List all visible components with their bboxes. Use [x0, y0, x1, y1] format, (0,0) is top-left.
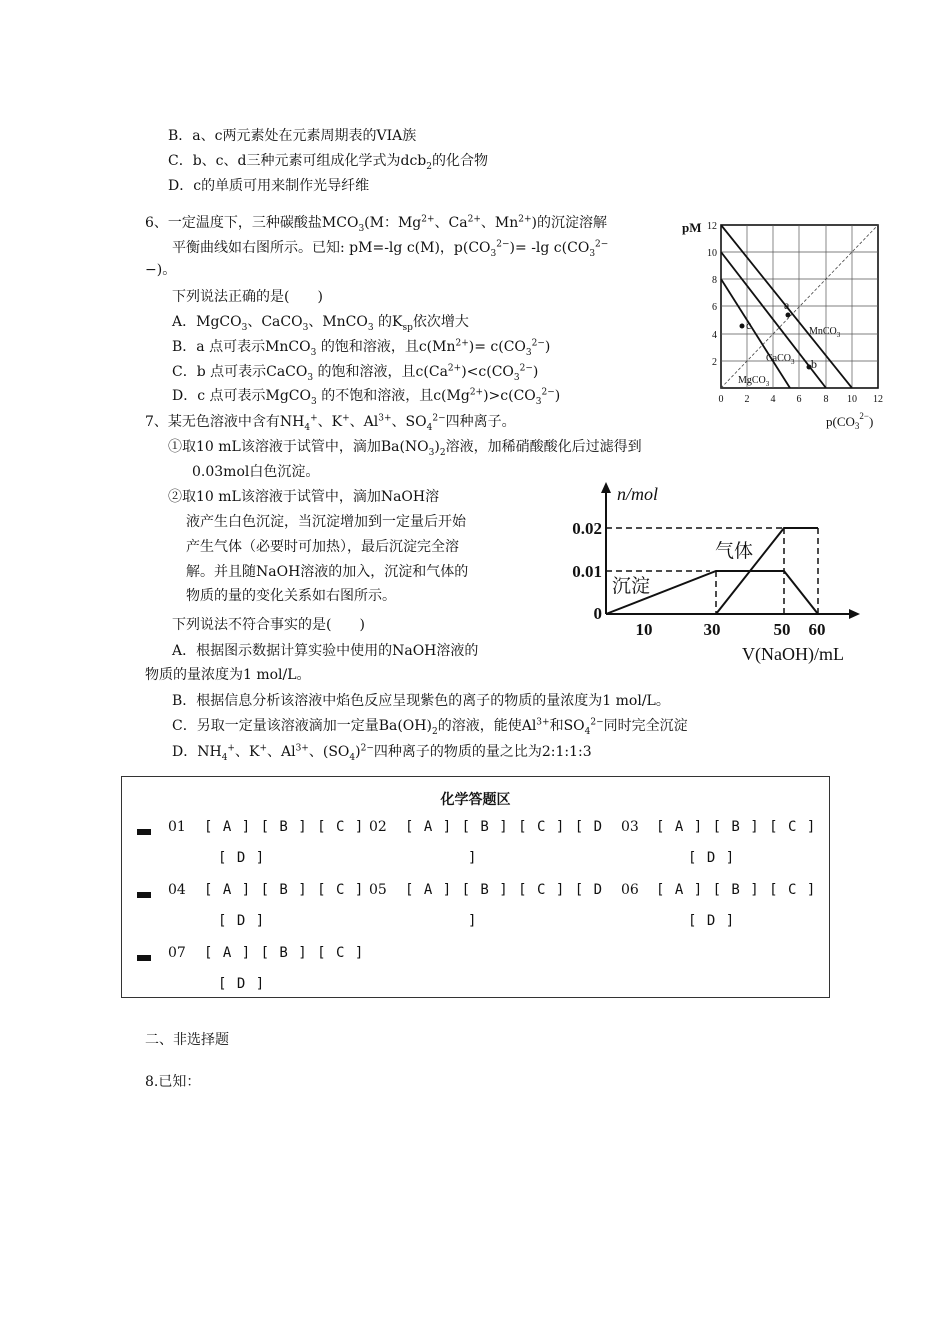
xtick-2: 2 — [744, 394, 750, 405]
label-b: b — [811, 357, 817, 371]
q04-choices[interactable]: [ A ] [ B ] [ C ] — [204, 882, 365, 898]
q7-step2-line3: 产生气体（必要时可加热），最后沉淀完全溶 — [186, 539, 459, 555]
naoh-titration-chart — [560, 478, 870, 668]
ytick-2: 2 — [712, 357, 717, 368]
q05-choice-d-close[interactable]: ] — [468, 913, 478, 929]
label-mnco3: MnCO$_3$ — [809, 326, 841, 339]
chart2-ytick-0: 0 — [593, 604, 602, 623]
ytick-4: 4 — [712, 330, 717, 341]
xtick-4: 4 — [770, 394, 776, 405]
q6-option-d: D．c 点可表示MgCO$_3$ 的不饱和溶液，且$c(Mg^{2+})>c(CO_3^{2-})$ — [172, 387, 561, 407]
q8-stem: 8.已知： — [145, 1074, 201, 1090]
q01-choice-d[interactable]: [ D ] — [218, 850, 266, 866]
q6-prompt: 下列说法正确的是( ) — [172, 289, 323, 305]
q7-option-c: C．另取一定量该溶液滴加一定量$Ba(OH)_2$的溶液，能使$Al^{3+}$和$SO_4^{2-}$同时完全沉淀 — [172, 717, 688, 737]
q05-choices[interactable]: [ A ] [ B ] [ C ] [ D — [405, 882, 604, 898]
chart2-y-arrow — [601, 482, 611, 493]
q7-option-a-line1: A．根据图示数据计算实验中使用的NaOH溶液的 — [172, 643, 479, 659]
q6-option-c: C．b 点可表示CaCO$_3$ 的饱和溶液，且$c(Ca^{2+})<c(CO_3^{2-})$ — [172, 363, 539, 383]
q03-number: 03 — [621, 819, 639, 835]
ytick-6: 6 — [712, 302, 717, 313]
q6-stem-line1: 6、一定温度下，三种碳酸盐$MCO_3(M$：$Mg^{2+}$、$Ca^{2+}$、$Mn^{2+}$)的沉淀溶解 — [145, 214, 607, 234]
chart2-x-arrow — [849, 609, 860, 619]
row-marker-2 — [137, 892, 151, 898]
q7-step1-line2: 0.03mol白色沉淀。 — [192, 464, 320, 480]
ytick-8: 8 — [712, 275, 717, 286]
q7-step2-line4: 解。并且随NaOH溶液的加入，沉淀和气体的 — [186, 564, 469, 580]
q02-choices[interactable]: [ A ] [ B ] [ C ] [ D — [405, 819, 604, 835]
label-mgco3: MgCO$_3$ — [738, 375, 770, 388]
row-marker-1 — [137, 829, 151, 835]
q7-option-b: B．根据信息分析该溶液中焰色反应呈现紫色的离子的物质的量浓度为1 mol/L。 — [172, 693, 670, 709]
row-marker-3 — [137, 955, 151, 961]
point-c — [740, 324, 745, 329]
q7-option-a-line2: 物质的量浓度为1 mol/L。 — [145, 667, 311, 683]
q02-choice-d-close[interactable]: ] — [468, 850, 478, 866]
chart1-xlabel: $p(CO_3^{2-})$ — [826, 411, 874, 431]
q01-choices[interactable]: [ A ] [ B ] [ C ] — [204, 819, 365, 835]
q06-choice-d[interactable]: [ D ] — [688, 913, 736, 929]
q04-choice-d[interactable]: [ D ] — [218, 913, 266, 929]
q06-choices[interactable]: [ A ] [ B ] [ C ] — [656, 882, 817, 898]
point-a — [786, 313, 791, 318]
q03-choice-d[interactable]: [ D ] — [688, 850, 736, 866]
ytick-12: 12 — [707, 221, 717, 232]
q5-option-d: D．c的单质可用来制作光导纤维 — [168, 178, 370, 194]
xtick-6: 6 — [796, 394, 802, 405]
xtick-10: 10 — [847, 394, 857, 405]
label-c: c — [746, 318, 752, 332]
chart2-ylabel: n/mol — [617, 484, 659, 504]
q7-step2-line1: ②取10 mL该溶液于试管中，滴加NaOH溶 — [168, 489, 440, 505]
q07-choice-d[interactable]: [ D ] — [218, 976, 266, 992]
q7-step1-line1: ①取10 mL该溶液于试管中，滴加$Ba(NO_3)_2$溶液，加稀硝酸酸化后过滤得到 — [168, 439, 642, 458]
chart1-ylabel: pM — [682, 220, 702, 235]
q7-prompt: 下列说法不符合事实的是( ) — [172, 617, 365, 633]
label-a: a — [784, 298, 790, 312]
section-2-heading: 二、非选择题 — [145, 1032, 229, 1048]
label-caco3: CaCO$_3$ — [766, 353, 795, 366]
chart2-xtick-60: 60 — [808, 620, 826, 639]
q03-choices[interactable]: [ A ] [ B ] [ C ] — [656, 819, 817, 835]
xtick-0: 0 — [718, 394, 724, 405]
q07-choices[interactable]: [ A ] [ B ] [ C ] — [204, 945, 365, 961]
answer-area — [121, 776, 830, 998]
chart2-xtick-50: 50 — [773, 620, 791, 639]
q6-stem-line2: 平衡曲线如右图所示。已知: pM=-lg c(M)，$p(CO_3^{2-})= -\lg$ $c(CO_3^{2-}$ — [172, 239, 609, 259]
q7-step2-line5: 物质的量的变化关系如右图所示。 — [186, 588, 396, 604]
chart2-xtick-30: 30 — [703, 620, 721, 639]
q04-number: 04 — [168, 882, 186, 898]
carbonate-solubility-chart — [680, 212, 890, 436]
q6-option-b: B．a 点可表示MnCO$_3$ 的饱和溶液，且$c(Mn^{2+})= c(CO_3^{2-})$ — [172, 338, 551, 358]
q06-number: 06 — [621, 882, 639, 898]
q7-stem: 7、某无色溶液中含有$NH_4^+$、K+、$Al^{3+}$、$SO_4^{2-}$四种离子。 — [145, 413, 516, 433]
label-gas: 气体 — [715, 541, 754, 562]
chart2-xlabel: V(NaOH)/mL — [742, 644, 844, 664]
answer-area-title: 化学答题区 — [440, 792, 511, 808]
xtick-8: 8 — [823, 394, 829, 405]
ytick-10: 10 — [707, 248, 717, 259]
q01-number: 01 — [168, 819, 186, 835]
q7-step2-line2: 液产生白色沉淀，当沉淀增加到一定量后开始 — [186, 514, 466, 530]
xtick-12: 12 — [873, 394, 883, 405]
q07-number: 07 — [168, 945, 186, 961]
chart2-ytick-001: 0.01 — [572, 562, 602, 581]
chart2-ytick-002: 0.02 — [572, 519, 602, 538]
label-precipitate: 沉淀 — [612, 576, 651, 597]
q6-stem-line3: −)。 — [145, 262, 177, 278]
q05-number: 05 — [369, 882, 387, 898]
q6-option-a: A．MgCO$_3$、CaCO$_3$、MnCO$_3$ 的$K_{sp}$依次增大 — [172, 314, 469, 333]
q5-option-b: B．a、c两元素处在元素周期表的VIA族 — [168, 128, 417, 144]
chart1-diagonal — [721, 225, 878, 388]
q02-number: 02 — [369, 819, 387, 835]
q7-option-d: D．$NH_4^+$、K+、$Al^{3+}$、$(SO_4)^{2-}$四种离子的物质的量之比为2:1:1:3 — [172, 743, 592, 763]
q5-option-c: C．b、c、d三种元素可组成化学式为dcb$_2$的化合物 — [168, 153, 488, 172]
chart2-xtick-10: 10 — [635, 620, 653, 639]
